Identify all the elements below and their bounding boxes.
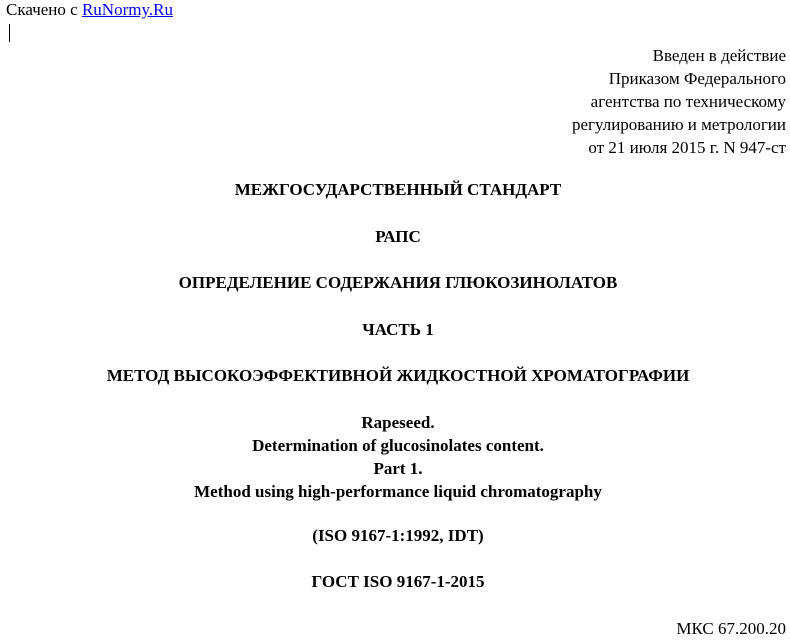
text-cursor (9, 24, 10, 42)
approval-line: регулированию и метрологии (571, 115, 786, 134)
standard-type-heading: МЕЖГОСУДАРСТВЕННЫЙ СТАНДАРТ (234, 180, 562, 199)
english-title-block (0, 411, 790, 503)
part-heading: ЧАСТЬ 1 (362, 320, 434, 339)
mks-code: МКС 67.200.20 (676, 619, 786, 638)
approval-block (572, 44, 786, 159)
english-title-line: Method using high-performance liquid chromatography (194, 482, 602, 501)
english-title-line: Part 1. (373, 459, 423, 478)
approval-line: Введен в действие (652, 46, 786, 65)
method-heading: МЕТОД ВЫСОКОЭФФЕКТИВНОЙ ЖИДКОСТНОЙ ХРОМАТОГРАФИИ (106, 366, 690, 385)
approval-line: Приказом Федерального (608, 69, 786, 88)
download-source-line (6, 0, 173, 20)
gost-number: ГОСТ ISO 9167-1-2015 (311, 572, 485, 591)
approval-line: агентства по техническому (590, 92, 786, 111)
approval-line: от 21 июля 2015 г. N 947-ст (588, 138, 786, 157)
english-title-line: Determination of glucosinolates content. (252, 436, 544, 455)
download-source-prefix: Скачено с (6, 0, 82, 19)
determination-heading: ОПРЕДЕЛЕНИЕ СОДЕРЖАНИЯ ГЛЮКОЗИНОЛАТОВ (178, 273, 618, 292)
english-title-line: Rapeseed. (361, 413, 435, 432)
iso-reference: (ISO 9167-1:1992, IDT) (312, 526, 484, 545)
runormy-link[interactable]: RuNormy.Ru (81, 0, 173, 19)
subject-heading: РАПС (375, 227, 421, 246)
